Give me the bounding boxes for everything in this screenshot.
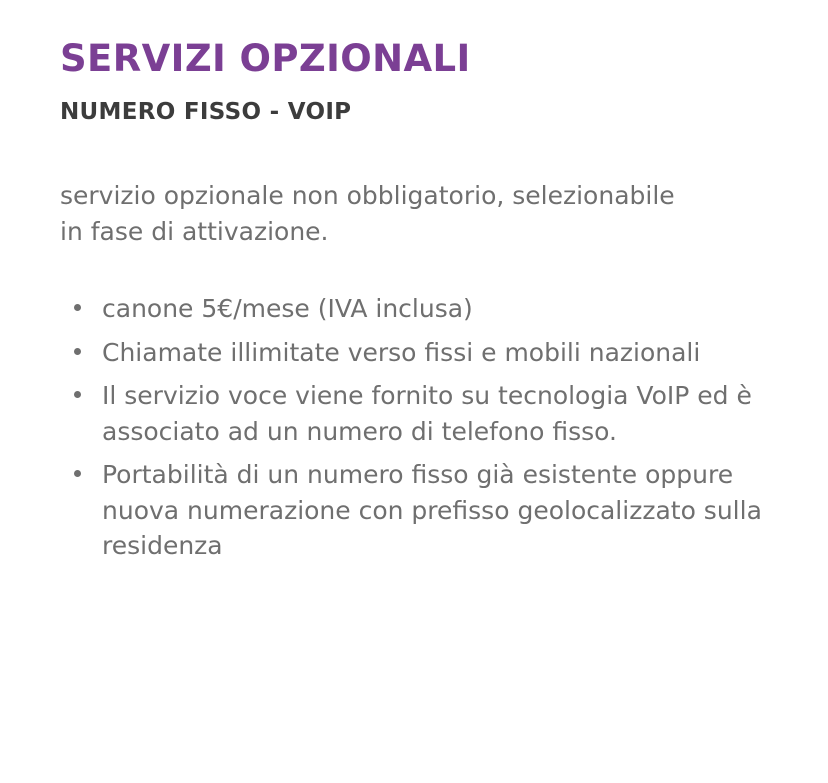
list-item-label: Chiamate illimitate verso fissi e mobili nazionali: [102, 337, 701, 367]
list-item-label: canone 5€/mese (IVA inclusa): [102, 294, 473, 324]
bullet-dot-icon: [74, 470, 81, 477]
feature-list: [60, 291, 768, 564]
list-item: [60, 335, 762, 371]
section-subtitle: NUMERO FISSO - VOIP: [60, 98, 352, 125]
list-item: [60, 291, 762, 327]
list-item-label: Il servizio voce viene fornito su tecnologia VoIP ed è associato ad un numero di telefono fisso.: [102, 381, 752, 446]
bullet-dot-icon: [74, 348, 81, 355]
bullet-dot-icon: [74, 391, 81, 398]
intro-paragraph: servizio opzionale non obbligatorio, selezionabile in fase di attivazione.: [60, 181, 675, 246]
page-title: SERVIZI OPZIONALI: [60, 37, 471, 80]
bullet-dot-icon: [74, 304, 81, 311]
list-item: [60, 378, 762, 449]
list-item-label: Portabilità di un numero fisso già esistente oppure nuova numerazione con prefisso geolocalizzato sulla residenza: [102, 460, 762, 561]
list-item: [60, 457, 762, 564]
